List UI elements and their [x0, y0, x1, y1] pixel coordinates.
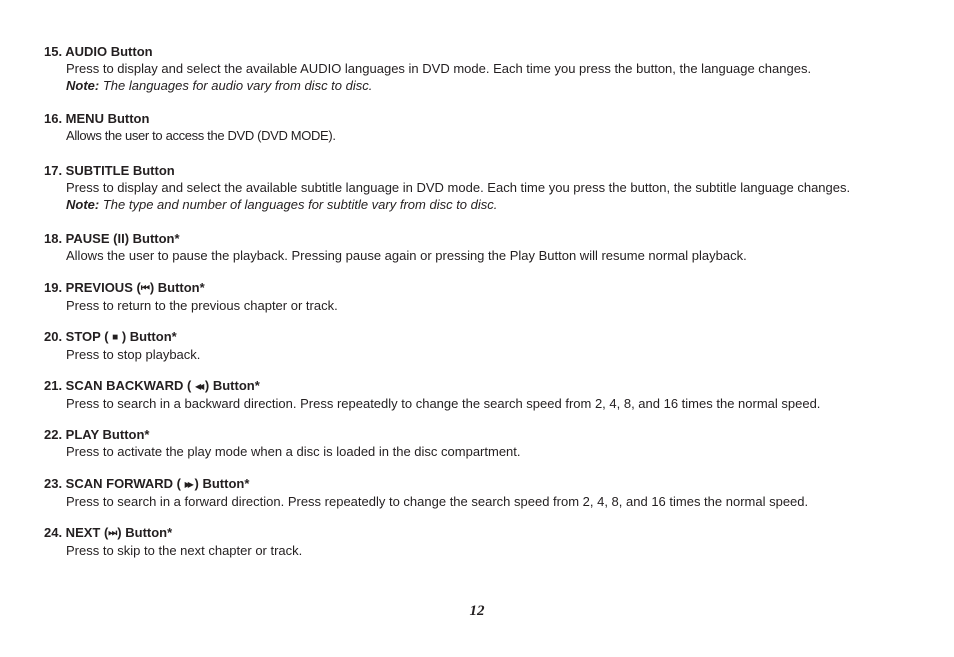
heading-suffix: ) Button*: [117, 525, 173, 540]
note-label: Note:: [66, 197, 100, 212]
item-heading: [44, 476, 924, 493]
item-description: Press to return to the previous chapter or track.: [66, 298, 338, 313]
heading-prefix: 19. PREVIOUS (: [44, 280, 141, 295]
heading-suffix: ) Button*: [124, 231, 180, 246]
item-heading: [44, 525, 924, 542]
item-scan-forward-button: [44, 476, 924, 510]
item-description: Press to skip to the next chapter or track.: [66, 543, 303, 558]
note-text: The languages for audio vary from disc to disc.: [102, 78, 373, 93]
item-description: Press to stop playback.: [66, 347, 201, 362]
item-description: Press to display and select the available subtitle language in DVD mode. Each time you press the button, the subtitle language changes.: [66, 180, 851, 195]
heading-prefix: 20. STOP (: [44, 329, 113, 344]
item-heading: 22. PLAY Button*: [44, 427, 150, 442]
item-heading: [44, 280, 924, 297]
next-icon: ⏭: [108, 528, 118, 539]
item-note: [66, 196, 924, 213]
pause-icon: II: [117, 231, 125, 246]
rewind-icon: ◀◀: [194, 382, 202, 391]
item-subtitle-button: [44, 163, 924, 213]
item-audio-button: [44, 44, 924, 94]
item-pause-button: [44, 231, 924, 264]
item-description: Allows the user to access the DVD (DVD MODE).: [66, 128, 336, 143]
item-description: Press to search in a backward direction. Press repeatedly to change the search speed from 2, 4, 8, and 16 times the normal speed.: [66, 396, 821, 411]
item-next-button: [44, 525, 924, 559]
heading-prefix: 18. PAUSE (: [44, 231, 118, 246]
item-note: [66, 77, 924, 94]
heading-prefix: 23. SCAN FORWARD (: [44, 476, 185, 491]
previous-icon: ⏮: [140, 283, 150, 294]
item-stop-button: [44, 329, 924, 363]
note-label: Note:: [66, 78, 100, 93]
item-heading: [44, 378, 924, 395]
page-number: 12: [469, 603, 485, 619]
item-heading: 16. MENU Button: [44, 111, 150, 126]
heading-suffix: ) Button*: [149, 280, 205, 295]
item-play-button: [44, 427, 924, 460]
heading-suffix: ) Button*: [118, 329, 177, 344]
item-description: Allows the user to pause the playback. Pressing pause again or pressing the Play Button will resume normal playback.: [66, 248, 747, 263]
item-heading: 15. AUDIO Button: [44, 44, 153, 59]
item-menu-button: [44, 111, 924, 144]
item-description: Press to activate the play mode when a disc is loaded in the disc compartment.: [66, 444, 521, 459]
item-description: Press to display and select the available AUDIO languages in DVD mode. Each time you press the button, the language changes.: [66, 61, 812, 76]
heading-suffix: ) Button*: [201, 378, 260, 393]
item-description: Press to search in a forward direction. Press repeatedly to change the search speed from 2, 4, 8, and 16 times the normal speed.: [66, 494, 809, 509]
item-scan-backward-button: [44, 378, 924, 412]
heading-prefix: 24. NEXT (: [44, 525, 109, 540]
note-text: The type and number of languages for subtitle vary from disc to disc.: [102, 197, 498, 212]
stop-icon: ■: [112, 332, 119, 343]
item-previous-button: [44, 280, 924, 314]
item-heading: [44, 329, 924, 346]
fast-forward-icon: ▶▶: [184, 480, 191, 489]
item-heading: 17. SUBTITLE Button: [44, 163, 175, 178]
heading-prefix: 21. SCAN BACKWARD (: [44, 378, 195, 393]
heading-suffix: ) Button*: [190, 476, 250, 491]
item-heading: [44, 231, 924, 247]
